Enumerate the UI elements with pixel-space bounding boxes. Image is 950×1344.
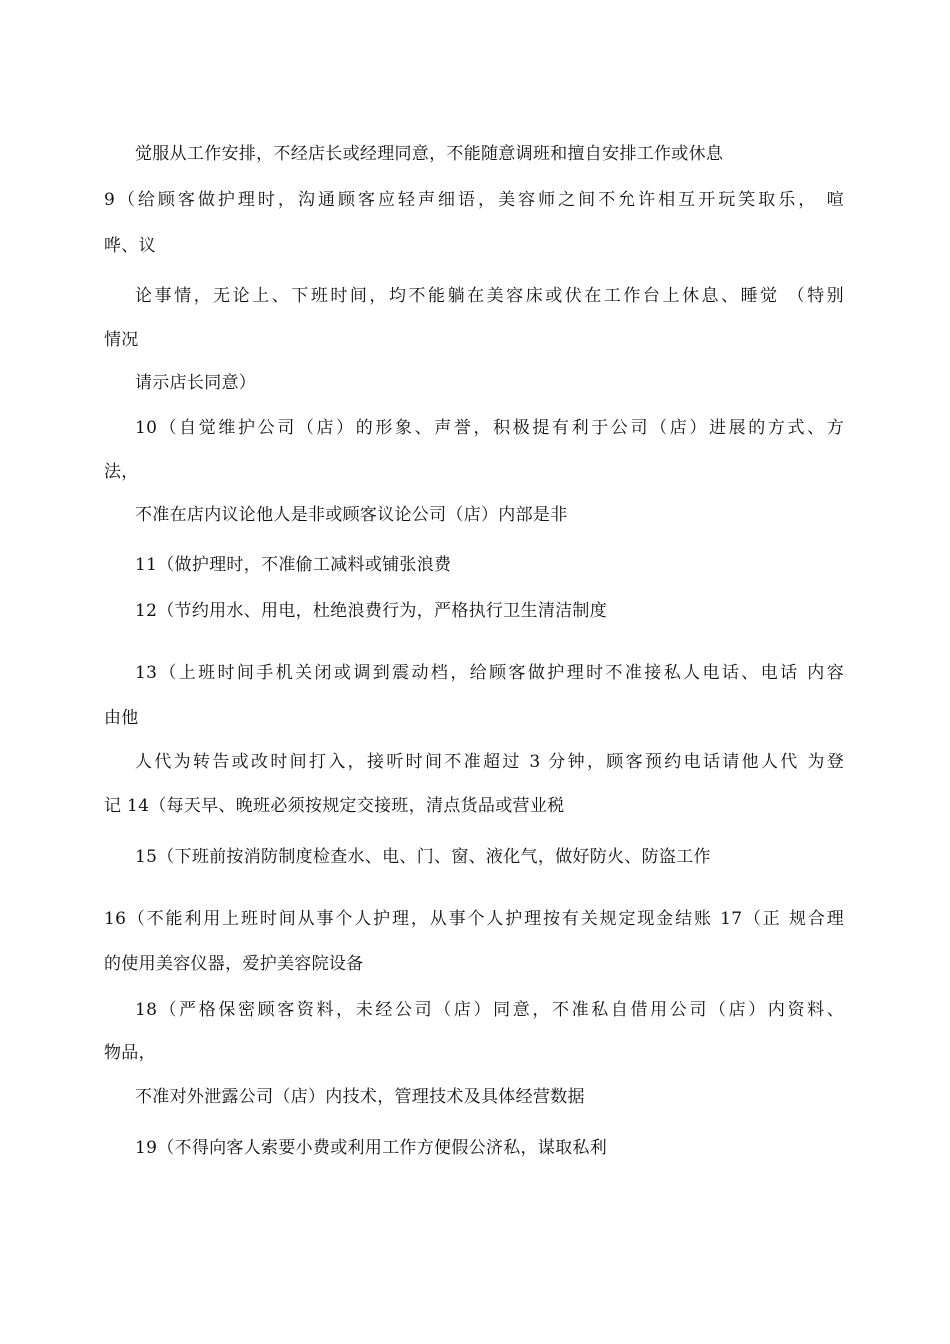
- text-line: 12（节约用水、用电，杜绝浪费行为，严格执行卫生清洁制度: [135, 601, 608, 621]
- text-line: 18（严格保密顾客资料，未经公司（店）同意，不准私自借用公司（店）内资料、: [135, 1000, 844, 1020]
- text-line: 不准在店内议论他人是非或顾客议论公司（店）内部是非: [135, 505, 568, 525]
- text-line: 由他: [104, 708, 139, 728]
- text-line: 记 14（每天早、晚班必须按规定交接班，清点货品或营业税: [104, 796, 565, 816]
- text-line: 哗、议: [104, 236, 156, 256]
- text-line: 15（下班前按消防制度检查水、电、门、窗、液化气，做好防火、防盗工作: [135, 847, 711, 867]
- text-line: 11（做护理时，不准偷工减料或铺张浪费: [135, 555, 452, 575]
- text-line: 19（不得向客人索要小费或利用工作方便假公济私，谋取私利: [135, 1138, 608, 1158]
- text-line: 10（自觉维护公司（店）的形象、声誉，积极提有利于公司（店）进展的方式、方: [135, 418, 844, 438]
- text-line: 论事情，无论上、下班时间，均不能躺在美容床或伏在工作台上休息、睡觉 （特别: [135, 286, 844, 306]
- text-line: 9（给顾客做护理时，沟通顾客应轻声细语，美容师之间不允许相互开玩笑取乐， 喧: [104, 190, 844, 210]
- text-line: 物品，: [104, 1043, 156, 1063]
- text-line: 的使用美容仪器，爱护美容院设备: [104, 954, 364, 974]
- text-line: 人代为转告或改时间打入，接听时间不准超过 3 分钟，顾客预约电话请他人代 为登: [135, 752, 844, 772]
- text-line: 觉服从工作安排，不经店长或经理同意，不能随意调班和擅自安排工作或休息: [135, 144, 724, 164]
- text-line: 法，: [104, 462, 139, 482]
- text-line: 13（上班时间手机关闭或调到震动档，给顾客做护理时不准接私人电话、电话 内容: [135, 663, 844, 683]
- text-line: 不准对外泄露公司（店）内技术，管理技术及具体经营数据: [135, 1087, 585, 1107]
- text-line: 16（不能利用上班时间从事个人护理，从事个人护理按有关规定现金结账 17（正 规合理: [104, 909, 844, 929]
- text-line: 请示店长同意）: [135, 373, 257, 393]
- text-line: 情况: [104, 330, 139, 350]
